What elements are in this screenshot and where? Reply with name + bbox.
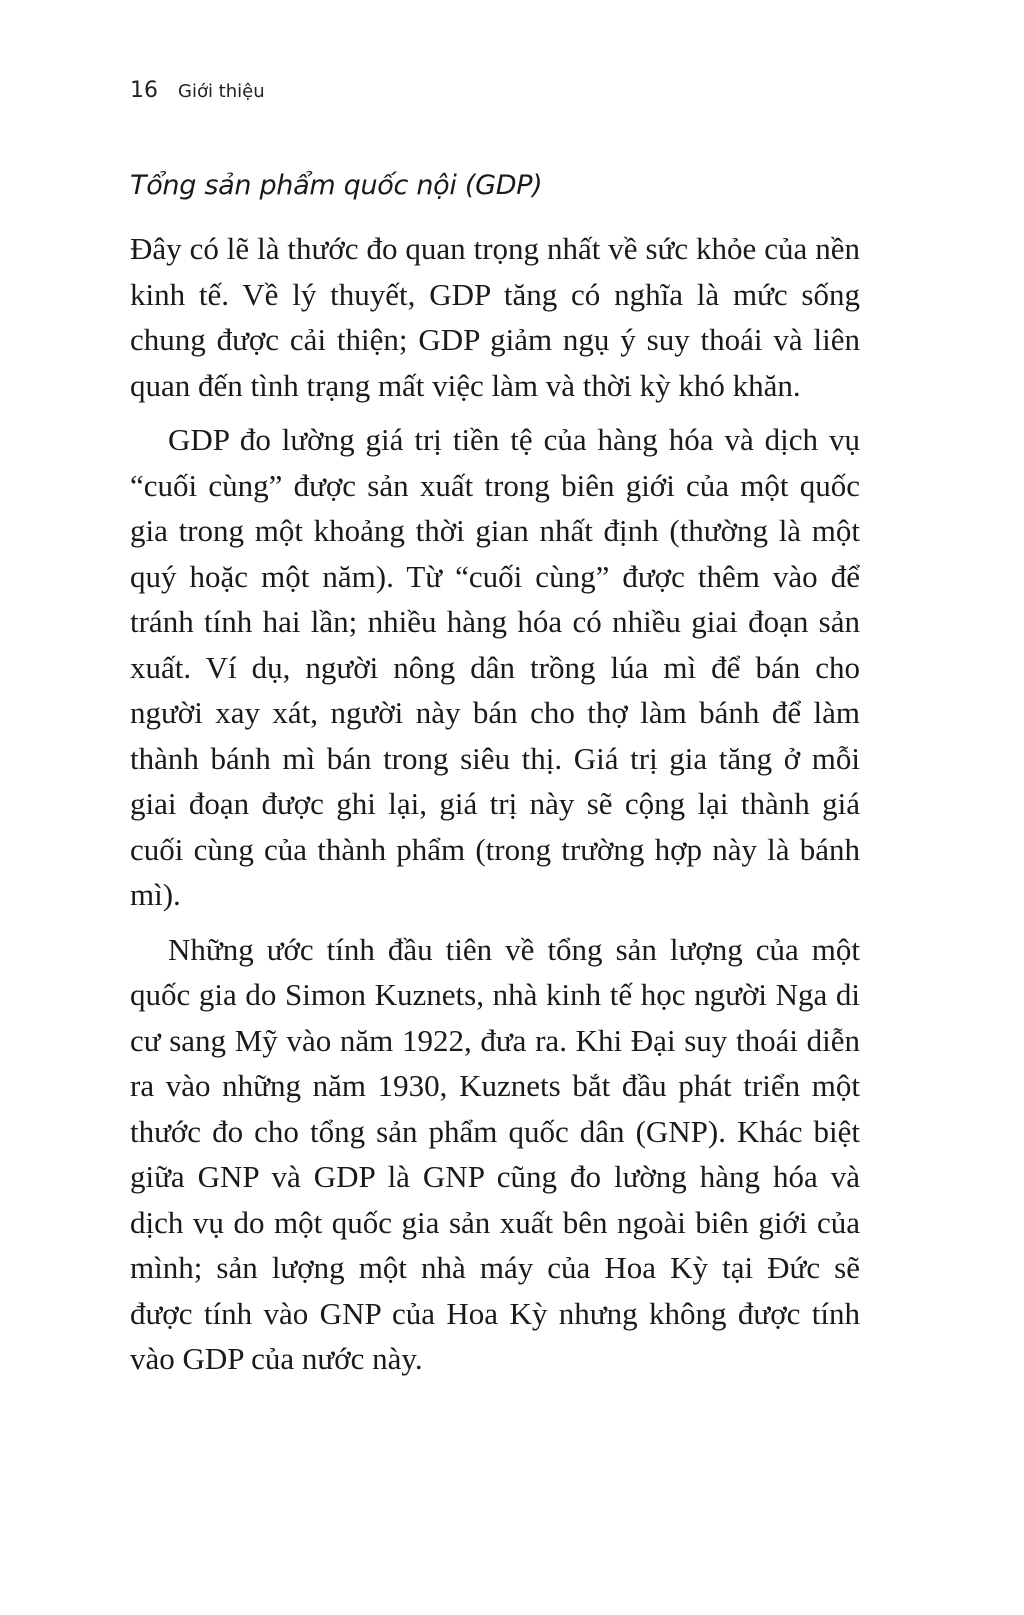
page-number: 16 [130,78,158,103]
paragraph-1: Đây có lẽ là thước đo quan trọng nhất về sức khỏe của nền kinh tế. Về lý thuyết, GDP tăng có nghĩa là mức sống chung được cải thiện; GDP giảm ngụ ý suy thoái và liên quan đến tình trạng mất việc làm và thời kỳ khó khăn. [130,231,860,403]
paragraph-3: Những ước tính đầu tiên về tổng sản lượng của một quốc gia do Simon Kuznets, nhà kinh tế học người Nga di cư sang Mỹ vào năm 1922, đưa ra. Khi Đại suy thoái diễn ra vào những năm 1930, Kuznets bắt đầu phát triển một thước đo cho tổng sản phẩm quốc dân (GNP). Khác biệt giữa GNP và GDP là GNP cũng đo lường hàng hóa và dịch vụ do một quốc gia sản xuất bên ngoài biên giới của mình; sản lượng một nhà máy của Hoa Kỳ tại Đức sẽ được tính vào GNP của Hoa Kỳ nhưng không được tính vào GDP của nước này. [130,931,860,1376]
page-header [130,78,265,112]
body-text [130,226,860,1382]
running-title: Giới thiệu [178,81,265,102]
section-heading: Tổng sản phẩm quốc nội (GDP) [130,170,543,201]
paragraph-2: GDP đo lường giá trị tiền tệ của hàng hóa và dịch vụ “cuối cùng” được sản xuất trong biên giới của một quốc gia trong một khoảng thời gian nhất định (thường là một quý hoặc một năm). Từ “cuối cùng” được thêm vào để tránh tính hai lần; nhiều hàng hóa có nhiều giai đoạn sản xuất. Ví dụ, người nông dân trồng lúa mì để bán cho người xay xát, người này bán cho thợ làm bánh để làm thành bánh mì bán trong siêu thị. Giá trị gia tăng ở mỗi giai đoạn được ghi lại, giá trị này sẽ cộng lại thành giá cuối cùng của thành phẩm (trong trường hợp này là bánh mì). [130,422,860,912]
